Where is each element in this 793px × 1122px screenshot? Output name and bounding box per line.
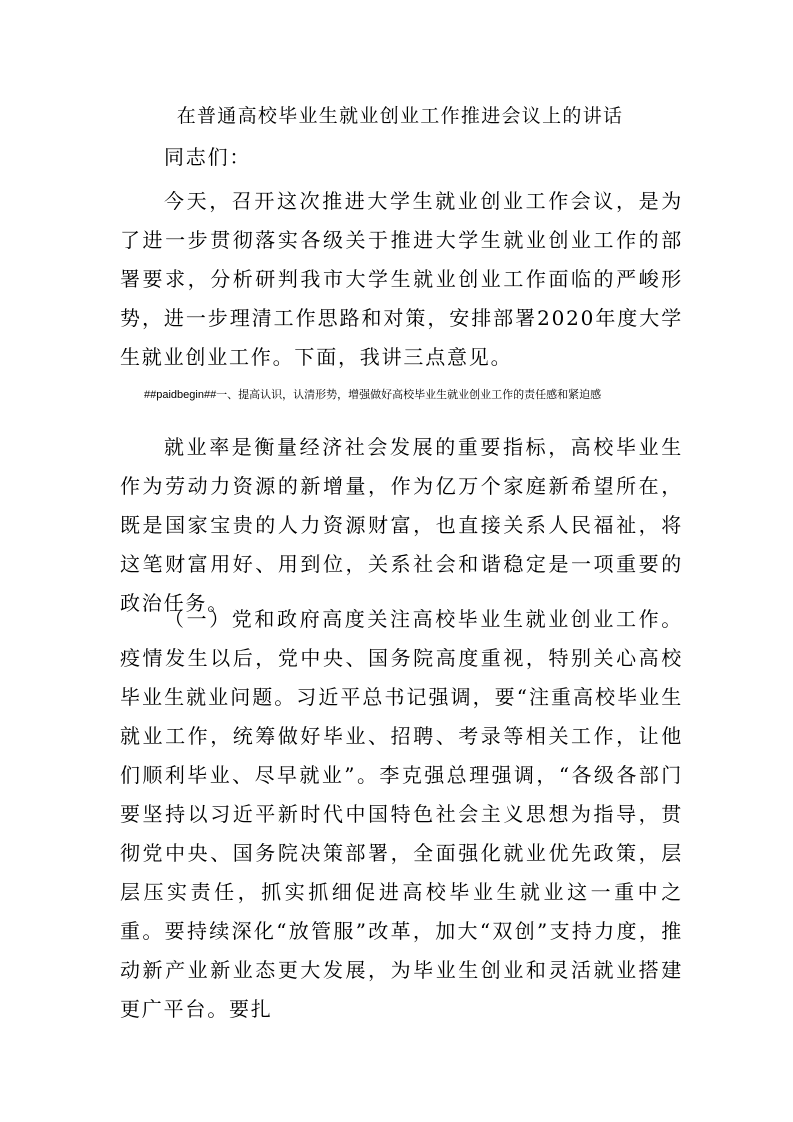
body-paragraph: 就业率是衡量经济社会发展的重要指标，高校毕业生作为劳动力资源的新增量，作为亿万个家庭新希望所在，既是国家宝贵的人力资源财富，也直接关系人民福祉，将这笔财富用好、用到位，关系社会和谐稳定是一项重要的政治任务。 bbox=[120, 435, 683, 615]
intro-paragraph: 今天，召开这次推进大学生就业创业工作会议，是为了进一步贯彻落实各级关于推进大学生就业创业工作的部署要求，分析研判我市大学生就业创业工作面临的严峻形势，进一步理清工作思路和对策，安排部署2020年度大学生就业创业工作。下面，我讲三点意见。 bbox=[120, 189, 683, 369]
speech-title: 在普通高校毕业生就业创业工作推进会议上的讲话 bbox=[176, 105, 624, 127]
section-heading: ##paidbegin##一、提高认识，认清形势，增强做好高校毕业生就业创业工作的责任感和紧迫感 bbox=[144, 389, 602, 401]
salutation: 同志们： bbox=[164, 145, 252, 169]
body-paragraph: （一）党和政府高度关注高校毕业生就业创业工作。疫情发生以后，党中央、国务院高度重视，特别关心高校毕业生就业问题。习近平总书记强调，要“注重高校毕业生就业工作，统筹做好毕业、招聘、考录等相关工作，让他们顺利毕业、尽早就业”。李克强总理强调，“各级各部门要坚持以习近平新时代中国特色社会主义思想为指导，贯彻党中央、国务院决策部署，全面强化就业优先政策，层层压实责任，抓实抓细促进高校毕业生就业这一重中之重。要持续深化“放管服”改革，加大“双创”支持力度，推动新产业新业态更大发展，为毕业生创业和灵活就业搭建更广平台。要扎 bbox=[120, 607, 683, 1021]
